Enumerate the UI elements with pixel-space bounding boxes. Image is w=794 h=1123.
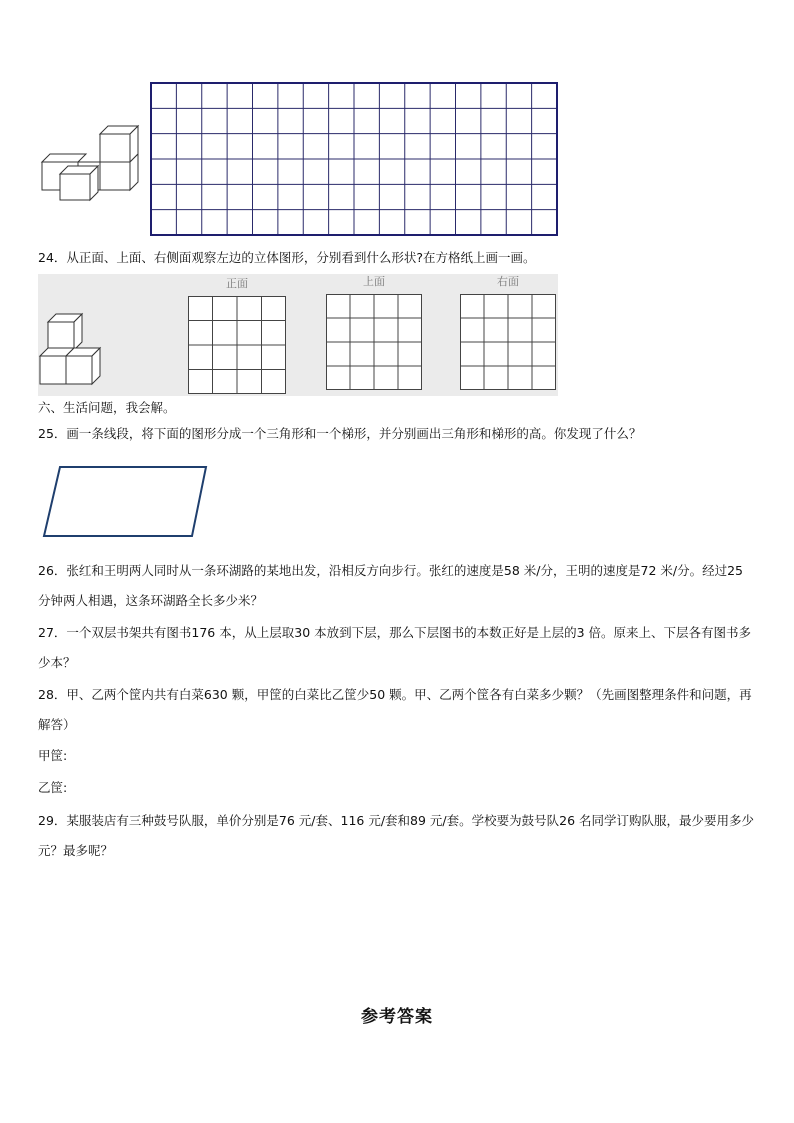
question-28: 28．甲、乙两个筐内共有白菜630 颗，甲筐的白菜比乙筐少50 颗。甲、乙两个筐各有白菜多少颗？（先画图整理条件和问题，再解答） [38, 687, 752, 732]
large-grid [150, 82, 558, 236]
cube-figure-q24 [38, 312, 104, 388]
grid-front-view [188, 296, 286, 394]
basket-yi-label: 乙筐: [38, 780, 68, 795]
question-26: 26．张红和王明两人同时从一条环湖路的某地出发，沿相反方向步行。张红的速度是58 米/分，王明的速度是72 米/分。经过25 分钟两人相遇，这条环湖路全长多少米？ [38, 563, 743, 608]
parallelogram [40, 464, 212, 540]
grid-right-view [460, 294, 556, 390]
basket-jia-label: 甲筐: [38, 748, 68, 763]
question-24: 24．从正面、上面、右侧面观察左边的立体图形，分别看到什么形状?在方格纸上画一画。 [38, 250, 536, 265]
view-label-top: 上面 [363, 275, 385, 288]
section-6-heading: 六、生活问题，我会解。 [38, 400, 176, 415]
answer-section-title: 参考答案 [361, 1007, 433, 1027]
question-27: 27．一个双层书架共有图书176 本，从上层取30 本放到下层，那么下层图书的本数正好是上层的3 倍。原来上、下层各有图书多少本？ [38, 625, 752, 670]
view-label-right: 右面 [497, 275, 519, 288]
question-25: 25．画一条线段，将下面的图形分成一个三角形和一个梯形，并分别画出三角形和梯形的高。你发现了什么？ [38, 426, 642, 441]
view-label-front: 正面 [226, 277, 248, 290]
grid-top-view [326, 294, 422, 390]
cube-figure-top [38, 118, 142, 204]
question-29: 29．某服装店有三种鼓号队服，单价分别是76 元/套、116 元/套和89 元/套。学校要为鼓号队26 名同学订购队服，最少要用多少元？最多呢？ [38, 813, 755, 858]
